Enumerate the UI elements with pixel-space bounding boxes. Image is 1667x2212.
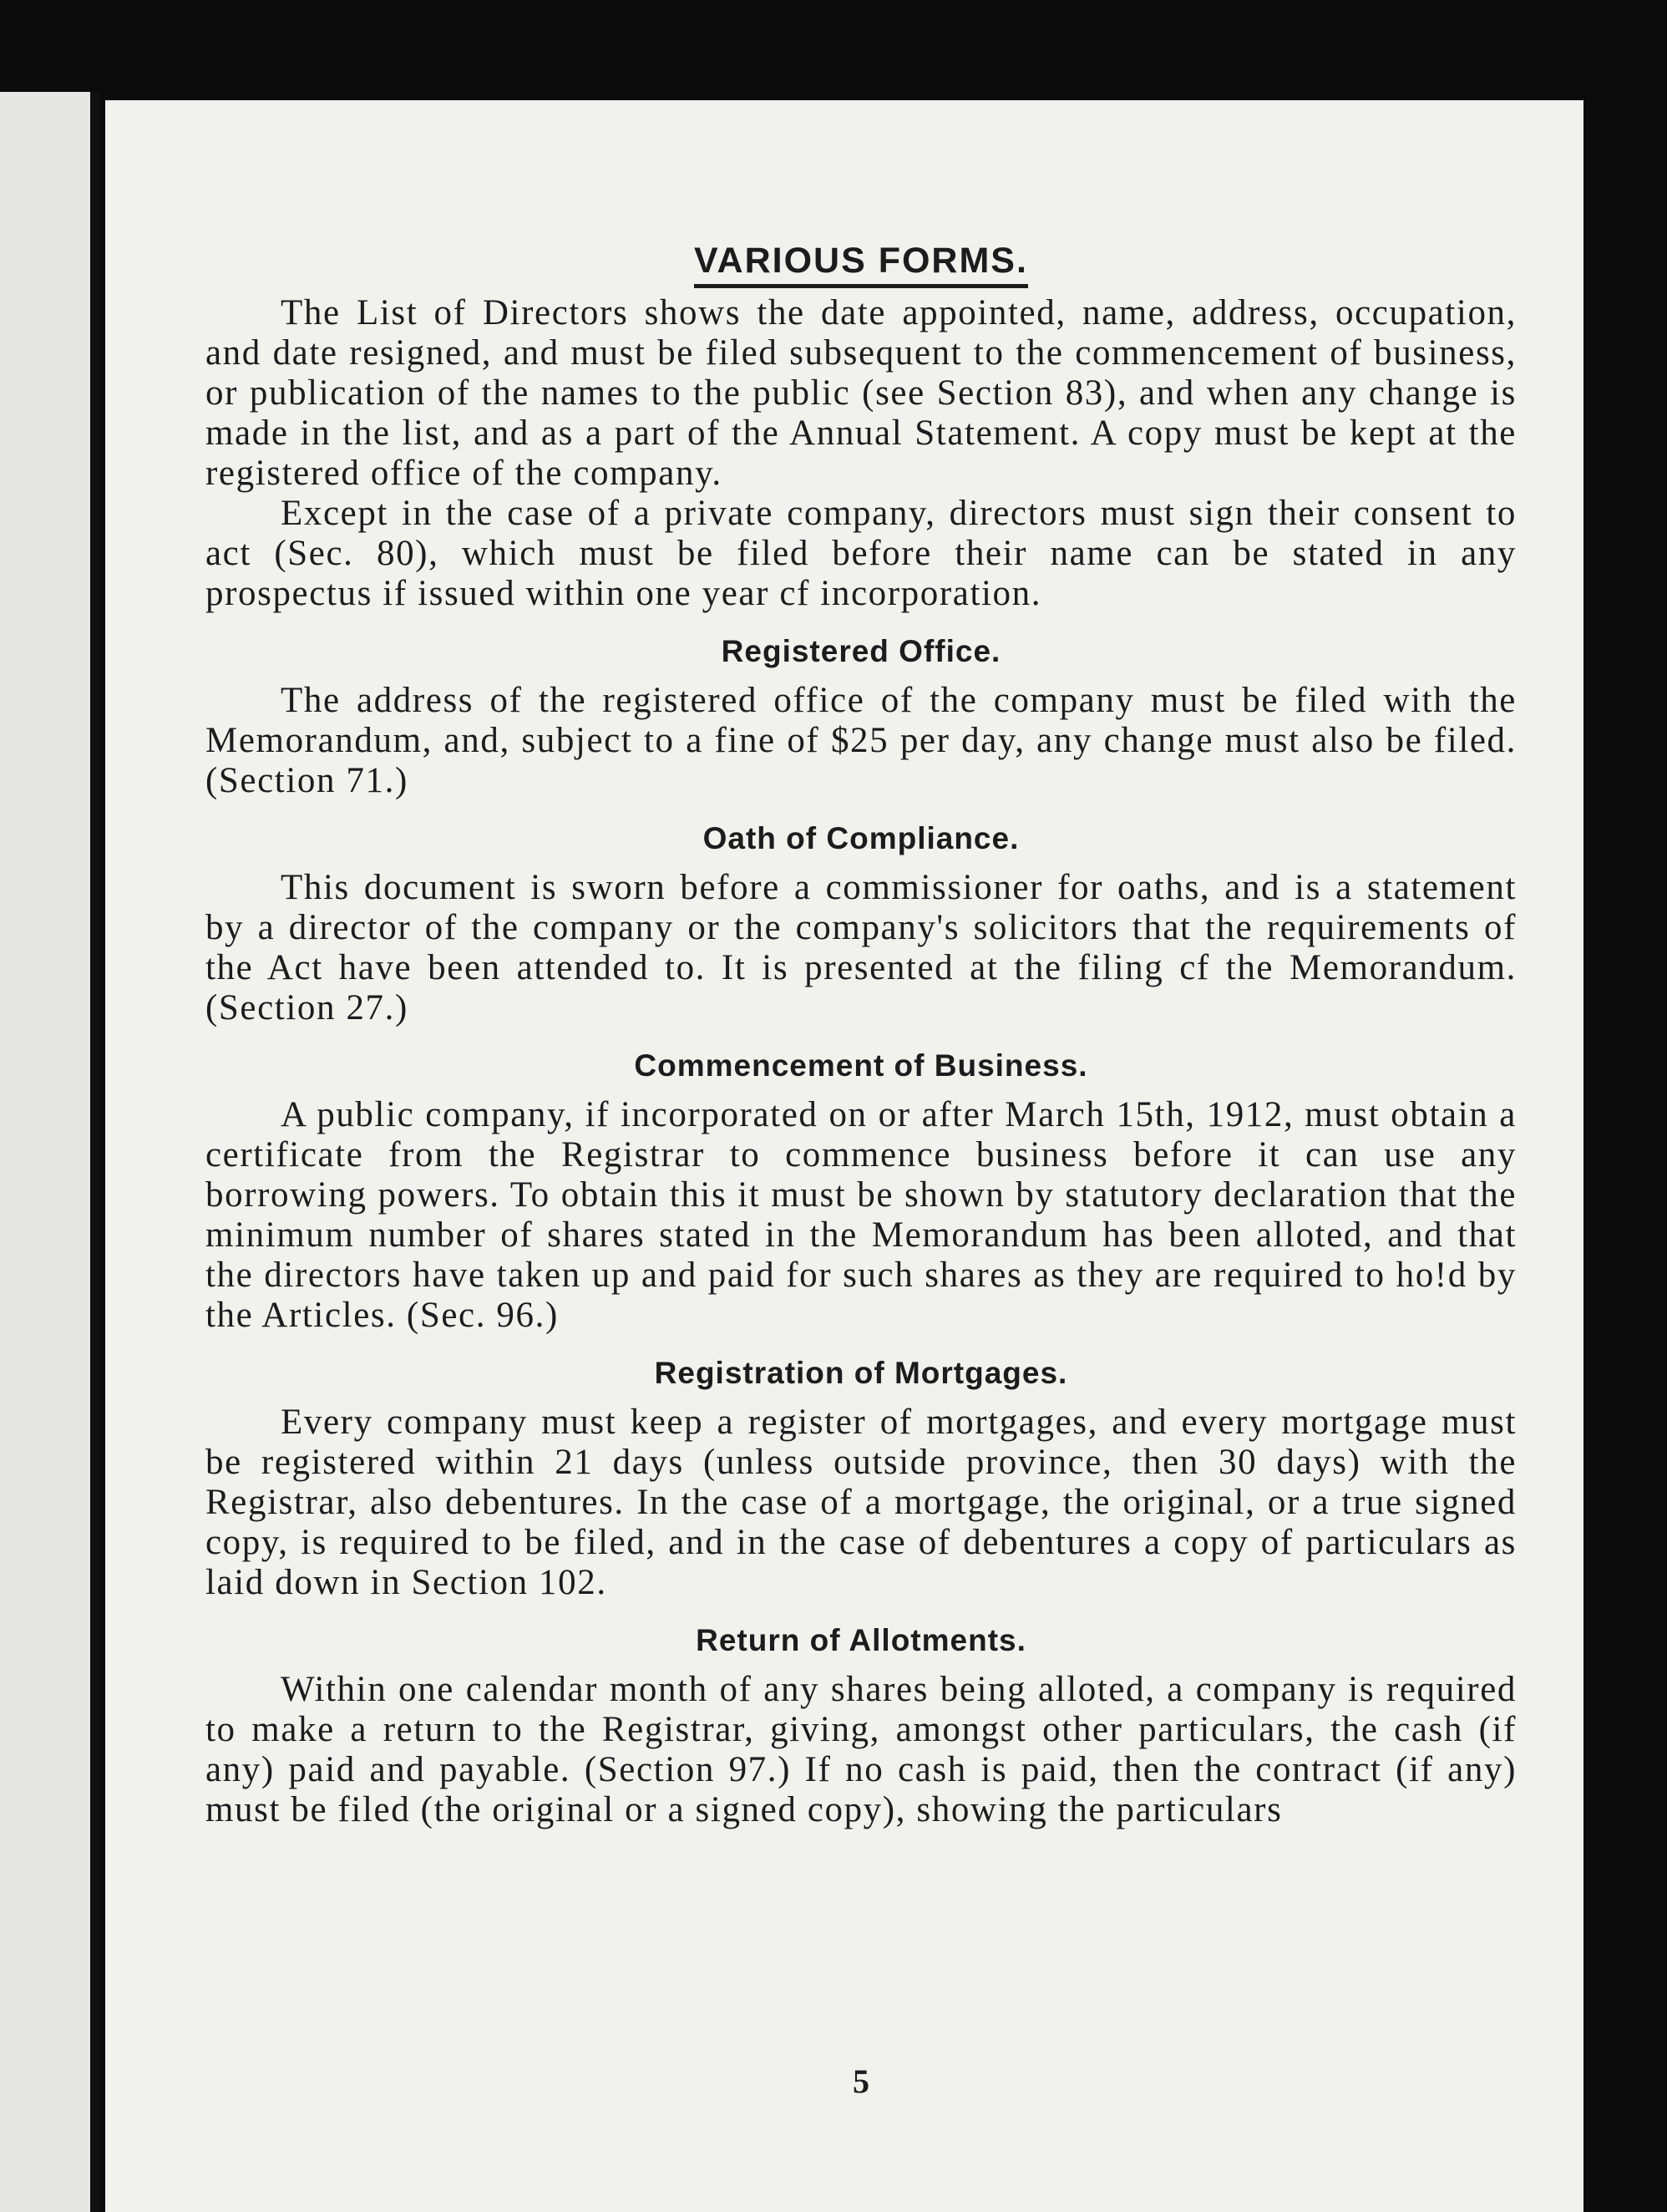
section-heading-registered-office: Registered Office. <box>721 634 1001 668</box>
section-text-commencement-of-business: A public company, if incorporated on or after March 15th, 1912, must obtain a certificate from the Registrar to commence business before it can use any borrowing powers. To obtain this it must be shown by statutory declaration that the minimum number of shares stated in the Memorandum has been alloted, and that the directors have taken up and paid for such shares as they are required to ho!d by the Articles. (Sec. 96.) <box>205 1095 1517 1335</box>
page-content <box>205 241 1517 2100</box>
section-heading-return-of-allotments: Return of Allotments. <box>696 1623 1026 1657</box>
intro-paragraph-1: The List of Directors shows the date appointed, name, address, occupation, and date resigned, and must be filed subsequent to the commencement of business, or publication of the names to the public (see Section 83), and when any change is made in the list, and as a part of the Annual Statement. A copy must be kept at the registered office of the company. <box>205 293 1517 493</box>
section-text-oath-of-compliance: This document is sworn before a commissioner for oaths, and is a statement by a director of the company or the company's solicitors that the requirements of the Act have been attended to. It is presented at the filing cf the Memorandum. (Section 27.) <box>205 868 1517 1027</box>
adjacent-page-edge <box>0 92 94 2212</box>
page-title <box>205 241 1517 282</box>
page-title-text: VARIOUS FORMS. <box>694 241 1028 288</box>
section-text-registered-office: The address of the registered office of the company must be filed with the Memorandum, and, subject to a fine of $25 per day, any change must also be filed. (Section 71.) <box>205 681 1517 800</box>
book-spine <box>90 92 100 2212</box>
section-heading-commencement-of-business: Commencement of Business. <box>634 1048 1088 1083</box>
section-text-registration-of-mortgages: Every company must keep a register of mortgages, and every mortgage must be registered within 21 days (unless outside province, then 30 days) with the Registrar, also debentures. In the case of a mortgage, the original, or a true signed copy, is required to be filed, and in the case of debentures a copy of particulars as laid down in Section 102. <box>205 1403 1517 1602</box>
section-heading-oath-of-compliance: Oath of Compliance. <box>702 821 1020 855</box>
intro-paragraph-2: Except in the case of a private company, directors must sign their consent to act (Sec. 80), which must be filed before their name can be stated in any prospectus if issued within one year cf incorporation. <box>205 494 1517 613</box>
section-text-return-of-allotments: Within one calendar month of any shares being alloted, a company is required to make a return to the Registrar, giving, amongst other particulars, the cash (if any) paid and payable. (Section 97.) If no cash is paid, then the contract (if any) must be filed (the original or a signed copy), showing the particulars <box>205 1670 1517 1829</box>
book-page <box>105 100 1583 2212</box>
section-heading-registration-of-mortgages: Registration of Mortgages. <box>654 1356 1068 1390</box>
page-number: 5 <box>853 2062 869 2100</box>
